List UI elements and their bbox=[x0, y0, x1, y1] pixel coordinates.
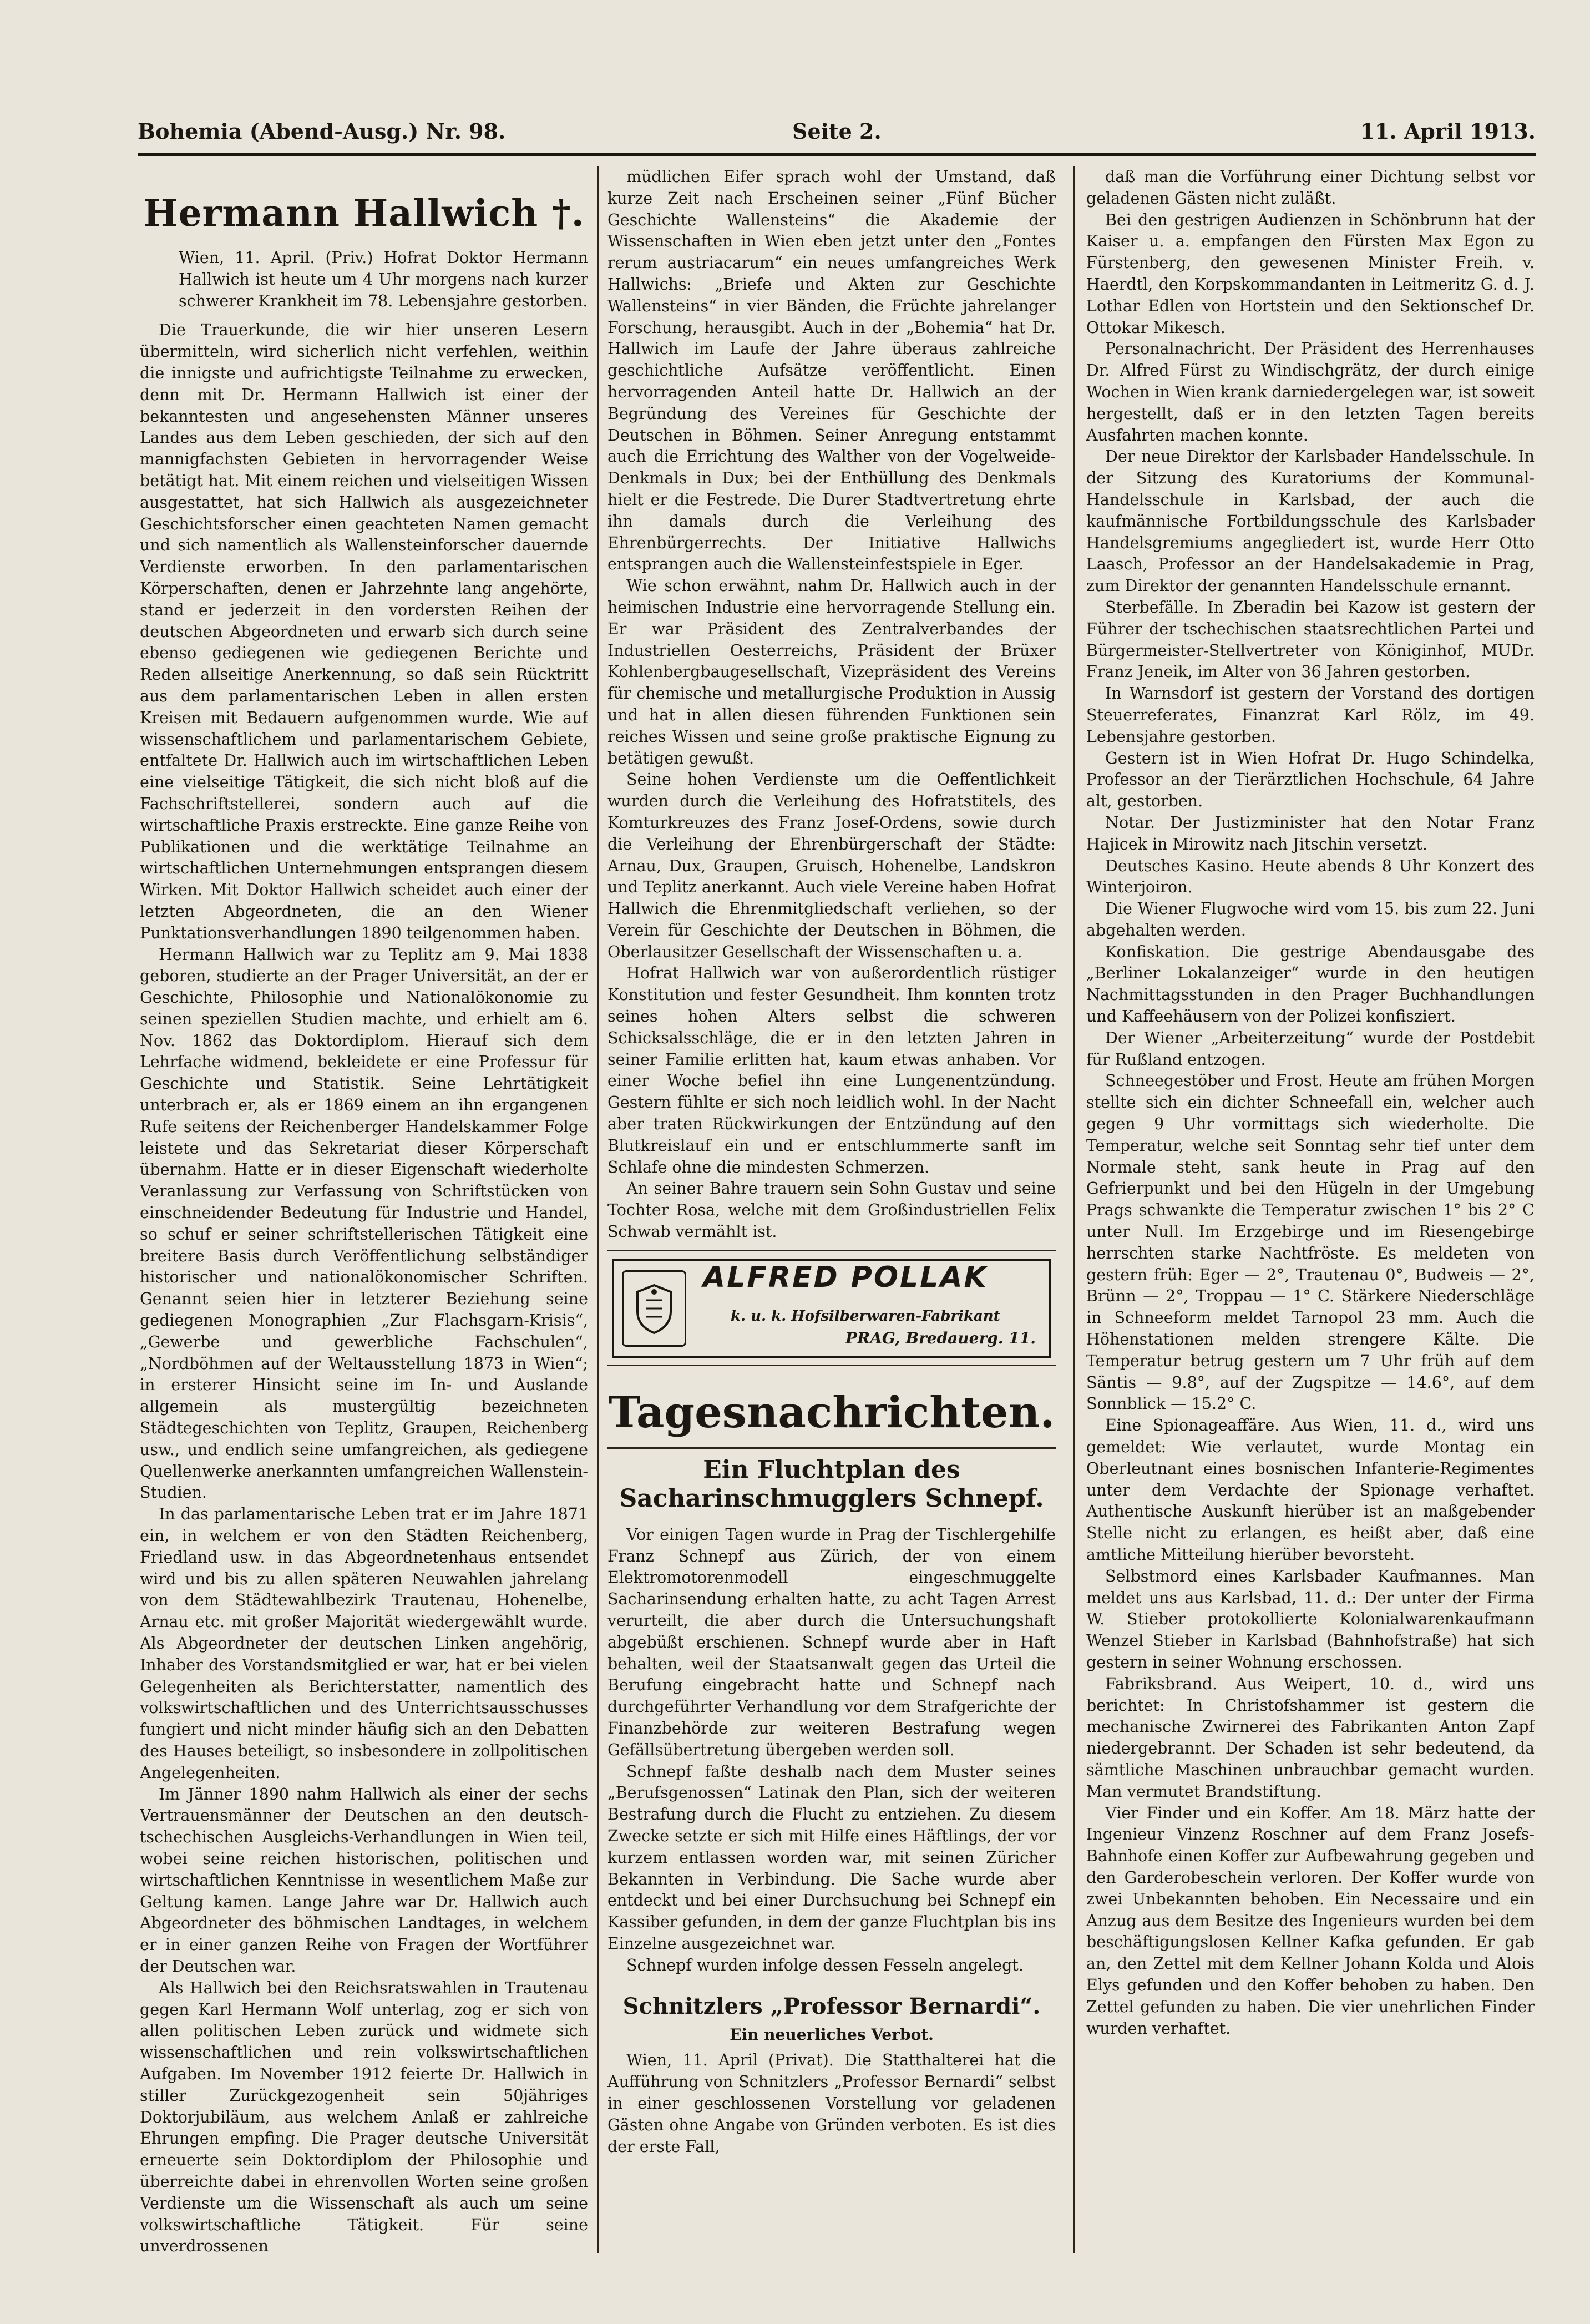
masthead-issue: Bohemia (Abend-Ausg.) Nr. 98. bbox=[138, 119, 506, 144]
divider bbox=[607, 1250, 1056, 1251]
news-item: Fabriksbrand. Aus Weipert, 10. d., wird uns berichtet: In Christofshammer ist gestern die mechanische Zwirnerei des Fabrikanten Anton Zapf niedergebrannt. Der Schaden ist sehr bedeutend, da sämtliche Maschinen unbrauchbar gemacht wurden. Man vermutet Brandstiftung. bbox=[1086, 1674, 1535, 1801]
obituary-title: Hermann Hallwich †. bbox=[143, 191, 585, 235]
paragraph: Seine hohen Verdienste um die Oeffentlichkeit wurden durch die Verleihung des Hofratstitels, des Komturkreuzes des Franz Josef-Ordens, sowie durch die Verleihung der Ehrenbürgerschaft der Städte: Arnau, Dux, Graupen, Gruisch, Hohenelbe, Landskron und Teplitz anerkannt. Auch viele Vereine haben Hofrat Hallwich die Ehrenmitgliedschaft verliehen, so der Verein für Geschichte der Deutschen in Böhmen, die Oberlausitzer Gesellschaft der Wissenschaften u. a. bbox=[607, 770, 1056, 961]
column-divider bbox=[1073, 166, 1075, 2253]
column-1 bbox=[140, 166, 588, 2275]
news-item: Selbstmord eines Karlsbader Kaufmannes. Man meldet uns aus Karlsbad, 11. d.: Der unter der Firma W. Stieber protokollierte Kolonialwarenkaufmann Wenzel Stieber in Karlsbad (Bahnhofstraße) hat sich gestern in seiner Wohnung erschossen. bbox=[1086, 1567, 1535, 1671]
news-item: In Warnsdorf ist gestern der Vorstand des dortigen Steuerreferates, Finanzrat Karl Rölz, im 49. Lebensjahre gestorben. bbox=[1086, 684, 1535, 746]
page-header bbox=[138, 115, 1536, 154]
column-2 bbox=[607, 166, 1056, 2275]
article-title: Ein Fluchtplan des Sacharinschmugglers Schnepf. bbox=[619, 1455, 1044, 1513]
section-title: Tagesnachrichten. bbox=[608, 1387, 1055, 1438]
paragraph: An seiner Bahre trauern sein Sohn Gustav und seine Tochter Rosa, welche mit dem Großindustriellen Felix Schwab vermählt ist. bbox=[607, 1179, 1056, 1241]
issue-date: 11. April 1913. bbox=[1360, 119, 1536, 144]
paragraph: Wien, 11. April (Privat). Die Statthalterei hat die Aufführung von Schnitzlers „Professor Bernardi“ selbst in einer geschlossenen Vorstellung vor geladenen Gästen ohne Angabe von Gründen verboten. Es ist dies der erste Fall, bbox=[607, 2051, 1056, 2156]
news-item: Gestern ist in Wien Hofrat Dr. Hugo Schindelka, Professor an der Tierärztlichen Hochschule, 64 Jahre alt, gestorben. bbox=[1086, 749, 1535, 811]
advertiser-title: k. u. k. Hofsilberwaren-Fabrikant bbox=[731, 1307, 1000, 1325]
paragraph: müdlichen Eifer sprach wohl der Umstand, daß kurze Zeit nach Erscheinen seiner „Fünf Bücher Geschichte Wallensteins“ die Akademie der Wissenschaften in Wien eben jetzt unter den „Fontes rerum austriacarum“ ein neues umfangreiches Werk Hallwichs: „Briefe und Akten zur Geschichte Wallensteins“ in vier Bänden, die Früchte jahrelanger Forschung, herausgibt. Auch in der „Bohemia“ hat Dr. Hallwich im Laufe der Jahre überaus zahlreiche geschichtliche Aufsätze veröffentlicht. Einen hervorragenden Anteil hatte Dr. Hallwich an der Begründung des Vereines für Geschichte der Deutschen in Böhmen. Seiner Anregung entstammt auch die Errichtung des Walther von der Vogelweide-Denkmals in Dux; bei der Enthüllung des Denkmals hielt er die Festrede. Die Durer Stadtvertretung ehrte ihn damals durch die Verleihung des Ehrenbürgerrechts. Der Initiative Hallwichs entsprangen auch die Wallensteinfestspiele in Eger. bbox=[607, 168, 1056, 574]
news-item: Der Wiener „Arbeiterzeitung“ wurde der Postdebit für Rußland entzogen. bbox=[1086, 1028, 1535, 1069]
news-item: Deutsches Kasino. Heute abends 8 Uhr Konzert des Winterjoiron. bbox=[1086, 856, 1535, 897]
page-number: Seite 2. bbox=[792, 119, 882, 144]
obituary-dateline: Wien, 11. April. (Priv.) Hofrat Doktor Hermann Hallwich ist heute um 4 Uhr morgens nach kurzer schwerer Krankheit im 78. Lebensjahre gestorben. bbox=[179, 249, 588, 310]
paragraph: Schnepf wurden infolge dessen Fesseln angelegt. bbox=[626, 1956, 1024, 1974]
header-rule bbox=[138, 153, 1536, 156]
paragraph: Als Hallwich bei den Reichsratswahlen in Trautenau gegen Karl Hermann Wolf unterlag, zog er sich von allen politischen Leben zurück und widmete sich wissenschaftlichen und rein volkswirtschaftlichen Aufgaben. Im November 1912 feierte Dr. Hallwich in stiller Zurückgezogenheit sein 50jähriges Doktorjubiläum, aus welchem Anlaß er zahlreiche Ehrungen empfing. Die Prager deutsche Universität erneuerte sein Doktordiplom der Philosophie und überreichte dabei in ehrenvollen Worten seine großen Verdienste um die Wissenschaft als auch um seine volkswirtschaftliche Tätigkeit. Für seine unverdrossenen bbox=[140, 1978, 588, 2256]
paragraph: Hermann Hallwich war zu Teplitz am 9. Mai 1838 geboren, studierte an der Prager Universität, an der er Geschichte, Philosophie und Nationalökonomie zu seinen speziellen Studien machte, und erhielt am 6. Nov. 1862 das Doktordiplom. Hierauf sich dem Lehrfache widmend, bekleidete er eine Professur für Geschichte und Statistik. Seine Lehrtätigkeit unterbrach er, als er 1869 einem an ihn ergangenen Rufe seitens der Reichenberger Handelskammer Folge leistete und das Sekretariat dieser Körperschaft übernahm. Hatte er in dieser Eigenschaft wiederholte Veranlassung zur Verfassung von Schriftstücken von einschneidender Bedeutung für Industrie und Handel, so schuf er seiner schriftstellerischen Tätigkeit eine breitere Basis durch Veröffentlichung selbständiger historischer und nationalökonomischer Schriften. Genannt seien hier in letzterer Beziehung seine gediegenen Monographien „Zur Flachsgarn-Krisis“, „Gewerbe und gewerbliche Fachschulen“, „Nordböhmen auf der Weltausstellung 1873 in Wien“; in ersterer Hinsicht seine im In- und Auslande allgemein als mustergültig bezeichneten Städtegeschichten von Teplitz, Graupen, Reichenberg usw., und endlich seine umfangreichen, als gediegene Quellenwerke anerkannten umfangreichen Wallenstein-Studien. bbox=[140, 945, 588, 1502]
news-item: Konfiskation. Die gestrige Abendausgabe des „Berliner Lokalanzeiger“ wurde in den heutigen Nachmittagsstunden in den Prager Buchhandlungen und Kaffeehäusern von der Polizei konfisziert. bbox=[1086, 942, 1535, 1026]
news-item: Personalnachricht. Der Präsident des Herrenhauses Dr. Alfred Fürst zu Windischgrätz, der durch einige Wochen in Wien krank darniedergelegen war, ist soweit hergestellt, daß er in den letzten Tagen bereits Ausfahrten machen konnte. bbox=[1086, 340, 1535, 444]
paragraph: Hofrat Hallwich war von außerordentlich rüstiger Konstitution und fester Gesundheit. Ihm konnten trotz seines hohen Alters selbst die schweren Schicksalsschläge, die er in den letzten Jahren in seiner Familie erlitten hat, kaum etwas anhaben. Vor einer Woche befiel ihn eine Lungenentzündung. Gestern fühlte er sich noch leidlich wohl. In der Nacht aber traten Rückwirkungen der Entzündung auf den Blutkreislauf ein und er entschlummerte sanft im Schlafe ohne die mindesten Schmerzen. bbox=[607, 964, 1056, 1176]
paragraph: In das parlamentarische Leben trat er im Jahre 1871 ein, in welchem er von den Städten Reichenberg, Friedland usw. in das Abgeordnetenhaus entsendet wird und bis zu allen späteren Neuwahlen jahrelang von dem Städtewahlbezirk Trautenau, Hohenelbe, Arnau etc. mit großer Majorität wiedergewählt wurde. Als Abgeordneter der deutschen Linken angehörig, Inhaber des Vorstandsmitglied er war, hat er bei vielen Gelegenheiten als Berichterstatter, namentlich des volkswirtschaftlichen und des Unterrichtsausschusses fungiert und nicht minder häufig sich an den Debatten des Hauses beteiligt, so insbesondere in zollpolitischen Angelegenheiten. bbox=[140, 1505, 588, 1782]
divider bbox=[607, 1447, 1056, 1449]
advertisement bbox=[612, 1259, 1051, 1358]
divider bbox=[607, 1365, 1056, 1366]
advertiser-address: PRAG, Bredauerg. 11. bbox=[845, 1328, 1036, 1347]
paragraph: Schnepf faßte deshalb nach dem Muster seines „Berufsgenossen“ Latinak den Plan, sich der weiteren Bestrafung durch die Flucht zu entziehen. Zu diesem Zwecke setzte er sich mit Hilfe eines Häftlings, der vor kurzem entlassen worden war, mit seinen Züricher Bekannten in Verbindung. Die Sache wurde aber entdeckt und bei einer Durchsuchung bei Schnepf ein Kassiber gefunden, in dem der ganze Fluchtplan bis ins Einzelne ausgezeichnet war. bbox=[607, 1762, 1056, 1953]
news-item: Die Wiener Flugwoche wird vom 15. bis zum 22. Juni abgehalten werden. bbox=[1086, 900, 1535, 939]
advertiser-name: ALFRED POLLAK bbox=[703, 1260, 988, 1294]
news-item: Sterbefälle. In Zberadin bei Kazow ist gestern der Führer der tschechischen staatsrechtlichen Partei und Bürgermeister-Stellvertreter von Königinhof, MUDr. Franz Jeneik, im Alter von 36 Jahren gestorben. bbox=[1086, 598, 1535, 681]
news-item: Vier Finder und ein Koffer. Am 18. März hatte der Ingenieur Vinzenz Roschner auf dem Franz Josefs-Bahnhofe einen Koffer zur Aufbewahrung gegeben und den Garderobeschein verloren. Der Koffer wurde von zwei Unbekannten behoben. Ein Necessaire und ein Anzug aus dem Besitze des Ingenieurs wurden bei dem beschäftigungslosen Kellner Kafka gefunden. Er gab an, den Zettel mit dem Kellner Johann Kolda und Alois Elys gefunden und den Koffer behoben zu haben. Den Zettel gefunden zu haben. Die vier unehrlichen Finder wurden verhaftet. bbox=[1086, 1803, 1535, 2038]
paragraph: daß man die Vorführung einer Dichtung selbst vor geladenen Gästen nicht zuläßt. bbox=[1086, 168, 1535, 208]
article-title: Schnitzlers „Professor Bernardi“. bbox=[622, 1993, 1041, 2019]
news-item: Der neue Direktor der Karlsbader Handelsschule. In der Sitzung des Kuratoriums der Kommunal-Handelsschule in Karlsbad, der auch die kaufmännische Fortbildungsschule des Karlsbader Handelsgremiums angegliedert ist, wurde Herr Otto Laasch, Professor an der Handelsakademie in Prag, zum Direktor der genannten Handelsschule ernannt. bbox=[1086, 447, 1535, 595]
paragraph: Vor einigen Tagen wurde in Prag der Tischlergehilfe Franz Schnepf aus Zürich, der von einem Elektromotorenmodell eingeschmuggelte Sacharinsendung erhalten hatte, zu acht Tagen Arrest verurteilt, die aber durch die Untersuchungshaft abgebüßt erschienen. Schnepf wurde aber in Haft behalten, weil der Staatsanwalt gegen das Urteil die Berufung eingebracht hatte und Schnepf nach durchgeführter Verhandlung vor dem Strafgerichte der Finanzbehörde zur weiteren Bestrafung wegen Gefällsübertretung übergeben werden soll. bbox=[607, 1525, 1056, 1759]
news-item: Eine Spionageaffäre. Aus Wien, 11. d., wird uns gemeldet: Wie verlautet, wurde Montag ein Oberleutnant eines bosnischen Infanterie-Regimentes unter dem Verdachte der Spionage verhaftet. Authentische Auskunft hierüber ist an maßgebender Stelle nicht zu erlangen, es heißt aber, daß eine amtliche Mitteilung hierüber bevorsteht. bbox=[1086, 1416, 1535, 1564]
news-item: Bei den gestrigen Audienzen in Schönbrunn hat der Kaiser u. a. empfangen den Fürsten Max Egon zu Fürstenberg, den gewesenen Minister Freih. v. Haerdtl, den Korpskommandanten in Leitmeritz G. d. J. Lothar Edlen von Hortstein und den Sektionschef Dr. Ottokar Mikesch. bbox=[1086, 210, 1535, 337]
logo-icon bbox=[622, 1270, 686, 1347]
paragraph: Die Trauerkunde, die wir hier unseren Lesern übermitteln, wird sicherlich nicht verfehlen, weithin die innigste und aufrichtigste Teilnahme zu erwecken, denn mit Dr. Hermann Hallwich ist einer der bekanntesten und angesehensten Männer unseres Landes aus dem Leben geschieden, der sich auf den mannigfachsten Gebieten in hervorragender Weise betätigt hat. Mit einem reichen und vielseitigen Wissen ausgestattet, hat sich Hallwich als ausgezeichneter Geschichtsforscher einen geachteten Namen gemacht und sich namentlich als Wallensteinforscher dauernde Verdienste erworben. In den parlamentarischen Körperschaften, denen er Jahrzehnte lang angehörte, stand er jederzeit in den vordersten Reihen der deutschen Abgeordneten und erwarb sich durch seine ebenso gediegenen wie gediegenen Berichte und Reden allseitige Anerkennung, so daß sein Rücktritt aus dem parlamentarischen Leben in allen ersten Kreisen mit Bedauern aufgenommen wurde. Wie auf wissenschaftlichem und parlamentarischem Gebiete, entfaltete Dr. Hallwich auch im wirtschaftlichen Leben eine vielseitige Tätigkeit, die sich nicht bloß auf die Fachschriftstellerei, sondern auch auf die wirtschaftliche Praxis erstreckte. Eine ganze Reihe von Publikationen und die werktätige Teilnahme an wirtschaftlichen Unternehmungen entsprangen diesem Wirken. Mit Doktor Hallwich scheidet auch einer der letzten Abgeordneten, die an den Wiener Punktationsverhandlungen 1890 teilgenommen haben. bbox=[140, 321, 588, 942]
column-3 bbox=[1086, 166, 1535, 2275]
news-item: Schneegestöber und Frost. Heute am frühen Morgen stellte sich ein dichter Schneefall ein, welcher auch gegen 9 Uhr vormittags sich wiederholte. Die Temperatur, welche seit Sonntag sehr tief unter dem Normale steht, sank heute in Prag auf den Gefrierpunkt und bei den Hügeln in der Umgebung Prags schwankte die Temperatur zwischen 1° bis 2° C unter Null. Im Erzgebirge und im Riesengebirge herrschten starke Nachtfröste. Es meldeten von gestern früh: Eger — 2°, Trautenau 0°, Budweis — 2°, Brünn — 2°, Troppau — 1° C. Stärkere Niederschläge in Schneeform meldet Tarnopol 23 mm. Auch die Höhenstationen melden strengere Kälte. Die Temperatur betrug gestern um 7 Uhr früh auf dem Säntis — 9.8°, auf der Zugspitze — 14.6°, auf dem Sonnblick — 15.2° C. bbox=[1086, 1072, 1535, 1413]
paragraph: Wie schon erwähnt, nahm Dr. Hallwich auch in der heimischen Industrie eine hervorragende Stellung ein. Er war Präsident des Zentralverbandes der Industriellen Oesterreichs, Präsident der Brüxer Kohlenbergbaugesellschaft, Vizepräsident des Vereins für chemische und metallurgische Produktion in Aussig und hat in allen diesen führenden Funktionen sein reiches Wissen und seine große praktische Eignung zu betätigen gewußt. bbox=[607, 577, 1056, 767]
news-item: Notar. Der Justizminister hat den Notar Franz Hajicek in Mirowitz nach Jitschin versetzt. bbox=[1086, 813, 1535, 853]
paragraph: Im Jänner 1890 nahm Hallwich als einer der sechs Vertrauensmänner der Deutschen an den deutsch-tschechischen Ausgleichs-Verhandlungen in Wien teil, wobei seine reichen historischen, politischen und wirtschaftlichen Kenntnisse in wesentlichem Maße zur Geltung kamen. Lange Jahre war Dr. Hallwich auch Abgeordneter des böhmischen Landtages, in welchem er in einer ganzen Reihe von Fragen der Wortführer der Deutschen war. bbox=[140, 1785, 588, 1976]
column-divider bbox=[597, 166, 599, 2253]
article-subtitle: Ein neuerliches Verbot. bbox=[730, 2025, 934, 2044]
